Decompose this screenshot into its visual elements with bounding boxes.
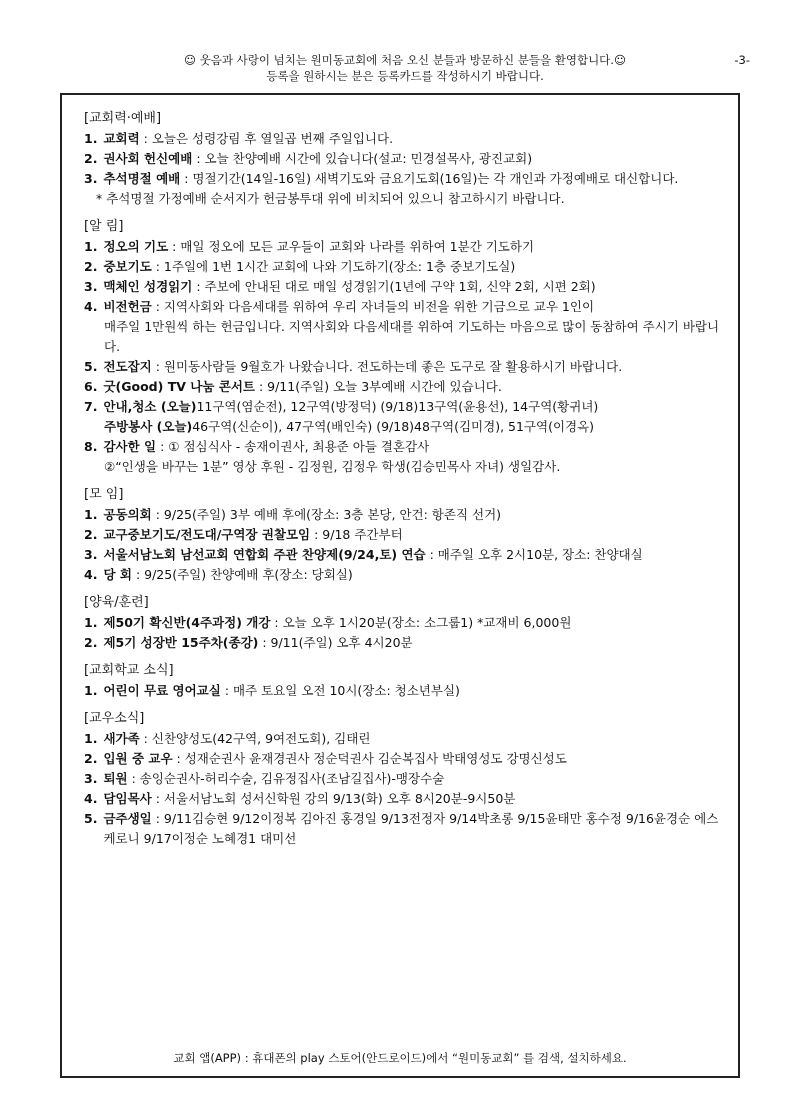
item-text: : 오늘은 성령강림 후 열일곱 번째 주일입니다. — [139, 131, 394, 146]
item-text: : 9/11김승현 9/12이정복 김아진 홍경일 9/13전정자 9/14박초롱 9/15윤태만 홍수정 9/16윤경순 에스케로니 9/17이정순 노혜경1 대미선 — [103, 811, 719, 846]
list-item — [84, 129, 724, 149]
item-label: 입원 중 교우 — [103, 751, 173, 766]
item-text: : 성재순권사 윤재경권사 정순덕권사 김순복집사 박태영성도 강명신성도 — [172, 751, 567, 766]
item-label: 권사회 헌신예배 — [103, 151, 193, 166]
app-footer: 교회 앱(APP) : 휴대폰의 play 스토어(안드로이드)에서 “원미동교회” 를 검색, 설치하세요. — [173, 1051, 627, 1065]
list-item — [84, 565, 724, 585]
item-text: : 9/18 주간부터 — [310, 527, 403, 542]
list-item — [84, 397, 724, 417]
item-label: 정오의 기도 — [103, 239, 169, 254]
section-title-meetings: [모 임] — [84, 487, 124, 502]
item-text: : 9/25(주일) 3부 예배 후에(장소: 3층 본당, 안건: 항존직 선거) — [151, 507, 502, 522]
item-number: 3. — [84, 771, 98, 786]
item-label: 제50기 확신반(4주과정) 개강 — [103, 615, 271, 630]
section-title-notices: [알 림] — [84, 219, 124, 234]
list-item — [84, 613, 724, 633]
item-label: 굿(Good) TV 나눔 콘서트 — [103, 379, 255, 394]
item-number: 2. — [84, 527, 98, 542]
item-number: 4. — [84, 791, 98, 806]
item-label: 추석명절 예배 — [103, 171, 181, 186]
kitchen-service-line — [84, 417, 724, 437]
item-number: 2. — [84, 151, 98, 166]
item-text: : 송잉순권사-허리수술, 김유정집사(조남길집사)-맹장수술 — [127, 771, 445, 786]
list-item — [84, 277, 724, 297]
item-text: : 9/11(주일) 오후 4시20분 — [258, 635, 413, 650]
item-number: 1. — [84, 131, 98, 146]
item-number: 4. — [84, 567, 98, 582]
item-label: 퇴원 — [103, 771, 128, 786]
section-title-church-school: [교회학교 소식] — [84, 663, 174, 678]
item-label: 새가족 — [103, 731, 140, 746]
bulletin-frame — [60, 93, 740, 1078]
item-text: : 주보에 안내된 대로 매일 성경읽기(1년에 구약 1회, 신약 2회, 시편 2회) — [192, 279, 596, 294]
item-label: 서울서남노회 남선교회 연합회 주관 찬양제(9/24,토) 연습 — [103, 547, 426, 562]
item-text: : 9/11(주일) 오늘 3부예배 시간에 있습니다. — [254, 379, 502, 394]
list-item — [84, 729, 724, 749]
list-item — [84, 357, 724, 377]
item-label: 감사한 일 — [103, 439, 157, 454]
item-label: 전도잡지 — [103, 359, 152, 374]
list-item — [84, 377, 724, 397]
item-number: 1. — [84, 239, 98, 254]
item-label: 안내,청소 (오늘) — [103, 399, 197, 414]
item-number: 2. — [84, 635, 98, 650]
list-item — [84, 237, 724, 257]
item-number: 3. — [84, 547, 98, 562]
item-label: 금주생일 — [103, 811, 152, 826]
list-item — [84, 545, 724, 565]
list-item — [84, 505, 724, 525]
list-item — [84, 525, 724, 545]
list-item — [84, 769, 724, 789]
item-label: 교회력 — [103, 131, 140, 146]
item-text: : 신찬양성도(42구역, 9여전도회), 김태린 — [139, 731, 371, 746]
list-item — [84, 789, 724, 809]
continuation-text: 매주일 1만원씩 하는 헌금입니다. 지역사회와 다음세대를 위하여 기도하는 마음으로 많이 동참하여 주시기 바랍니다. — [104, 319, 720, 354]
section-title-training: [양육/훈련] — [84, 595, 149, 610]
item-number: 7. — [84, 399, 98, 414]
item-text: : 원미동사람들 9월호가 나왔습니다. 전도하는데 좋은 도구로 잘 활용하시기 바랍니다. — [151, 359, 623, 374]
item-text: : 지역사회와 다음세대를 위하여 우리 자녀들의 비전을 위한 기금으로 교우 1인이 — [151, 299, 595, 314]
item-number: 4. — [84, 299, 98, 314]
welcome-header — [60, 52, 750, 84]
item-number: 1. — [84, 507, 98, 522]
item-number: 1. — [84, 683, 98, 698]
item-label: 당 회 — [103, 567, 132, 582]
item-number: 2. — [84, 259, 98, 274]
item-label: 교구중보기도/전도대/구역장 권찰모임 — [103, 527, 311, 542]
bulletin-content — [84, 109, 724, 849]
registration-line: 등록을 원하시는 분은 등록카드를 작성하시기 바랍니다. — [266, 69, 544, 83]
item-text: : 오늘 찬양예배 시간에 있습니다(설교: 민경설목사, 광진교회) — [192, 151, 533, 166]
item-label: 주방봉사 (오늘) — [104, 419, 193, 434]
section-title-member-news: [교우소식] — [84, 711, 145, 726]
item-number: 3. — [84, 171, 98, 186]
item-number: 6. — [84, 379, 98, 394]
item-text: 46구역(신순이), 47구역(배인숙) (9/18)48구역(김미경), 51구역(이경옥) — [192, 419, 595, 434]
item-text: : 매일 정오에 모든 교우들이 교회와 나라를 위하여 1분간 기도하기 — [168, 239, 535, 254]
item-label: 어린이 무료 영어교실 — [103, 683, 221, 698]
welcome-line: ☺ 웃음과 사랑이 넘치는 원미동교회에 처음 오신 분들과 방문하신 분들을 환영합니다.☺ — [184, 53, 626, 67]
item-number: 1. — [84, 615, 98, 630]
item-text: : 서울서남노회 성서신학원 강의 9/13(화) 오후 8시20분-9시50분 — [151, 791, 516, 806]
item-label: 맥체인 성경읽기 — [103, 279, 193, 294]
list-item — [84, 749, 724, 769]
item-text: : 1주일에 1번 1시간 교회에 나와 기도하기(장소: 1층 중보기도실) — [151, 259, 516, 274]
list-item — [84, 149, 724, 169]
item-number: 5. — [84, 811, 98, 826]
item-number: 5. — [84, 359, 98, 374]
list-item — [84, 437, 724, 457]
list-item — [84, 681, 724, 701]
item-label: 중보기도 — [103, 259, 152, 274]
list-item — [84, 169, 724, 189]
list-item — [84, 257, 724, 277]
item-label: 담임목사 — [103, 791, 152, 806]
item-text: : 오늘 오후 1시20분(장소: 소그룹1) *교재비 6,000원 — [270, 615, 572, 630]
continuation-text: ②“인생을 바꾸는 1분” 영상 후원 - 김정원, 김정우 학생(김승민목사 자녀) 생일감사. — [104, 459, 561, 474]
item-label: 공동의회 — [103, 507, 152, 522]
item-number: 3. — [84, 279, 98, 294]
item-text: : 9/25(주일) 찬양예배 후(장소: 당회실) — [131, 567, 353, 582]
item-number: 1. — [84, 731, 98, 746]
item-label: 비전헌금 — [103, 299, 152, 314]
list-item — [84, 633, 724, 653]
note-text: * 추석명절 가정예배 순서지가 헌금봉투대 위에 비치되어 있으니 참고하시기 바랍니다. — [96, 191, 565, 206]
list-item — [84, 297, 724, 317]
item-text: : 매주일 오후 2시10분, 장소: 찬양대실 — [425, 547, 643, 562]
item-text: 11구역(염순전), 12구역(방정덕) (9/18)13구역(윤용선), 14구역(황귀녀) — [196, 399, 599, 414]
item-text: : 명절기간(14일-16일) 새벽기도와 금요기도회(16일)는 각 개인과 가정예배로 대신합니다. — [180, 171, 679, 186]
section-title-worship: [교회력·예배] — [84, 111, 162, 126]
item-text: : ① 점심식사 - 송재이권사, 최용준 아들 결혼감사 — [156, 439, 430, 454]
page-number: -3- — [734, 53, 750, 67]
item-number: 2. — [84, 751, 98, 766]
item-label: 제5기 성장반 15주차(종강) — [103, 635, 259, 650]
list-item — [84, 809, 724, 849]
item-number: 8. — [84, 439, 98, 454]
item-text: : 매주 토요일 오전 10시(장소: 청소년부실) — [220, 683, 460, 698]
